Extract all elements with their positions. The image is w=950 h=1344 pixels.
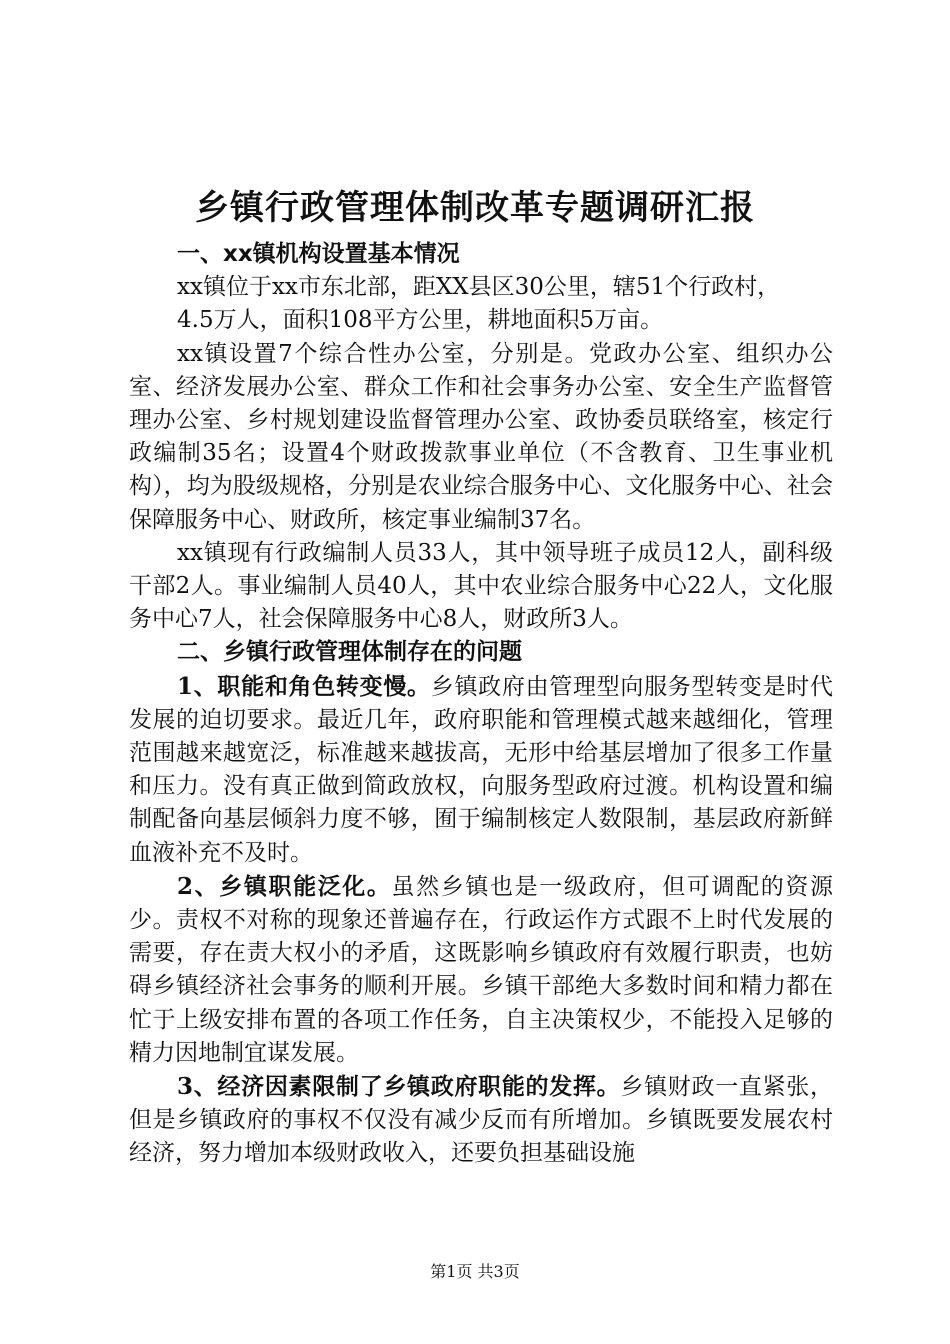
paragraph-population: 4.5万人，面积108平方公里，耕地面积5万亩。 — [177, 307, 664, 334]
problem-item-3-lead: 3、经济因素限制了乡镇政府职能的发挥。 — [177, 1073, 621, 1101]
problem-item-1-text: 乡镇政府由管理型向服务型转变是时代发展的迫切要求。最近几年，政府职能和管理模式越来越细化，管理范围越来越宽泛，标准越来越拔高，无形中给基层增加了很多工作量和压力。没有真正做到简政放权，向服务型政府过渡。机构设置和编制配备向基层倾斜力度不够，囿于编制核定人数限制，基层政府新鲜血液补充不及时。 — [129, 673, 833, 866]
document-body — [129, 238, 833, 1171]
problem-item-3-text: 乡镇财政一直紧张，但是乡镇政府的事权不仅没有减少反而有所增加。乡镇既要发展农村经济，努力增加本级财政收入，还要负担基础设施 — [129, 1074, 833, 1167]
paragraph-offices: xx镇设置7个综合性办公室，分别是。党政办公室、组织办公室、经济发展办公室、群众工作和社会事务办公室、安全生产监督管理办公室、乡村规划建设监督管理办公室、政协委员联络室，核定行政编制35名；设置4个财政拨款事业单位（不含教育、卫生事业机构），均为股级规格，分别是农业综合服务中心、文化服务中心、社会保障服务中心、财政所，核定事业编制37名。 — [129, 340, 833, 533]
section-heading-1: 一、xx镇机构设置基本情况 — [177, 241, 460, 267]
problem-item-2 — [129, 870, 833, 1070]
problem-item-1-lead: 1、职能和角色转变慢。 — [177, 672, 431, 700]
section-heading-2: 二、乡镇行政管理体制存在的问题 — [177, 639, 522, 666]
paragraph-staffing: xx镇现有行政编制人员33人，其中领导班子成员12人，副科级干部2人。事业编制人员40人，其中农业综合服务中心22人，文化服务中心7人，社会保障服务中心8人，财政所3人。 — [129, 539, 833, 633]
problem-item-3 — [129, 1070, 833, 1171]
page-number-footer: 第1页 共3页 — [430, 1262, 520, 1281]
problem-item-2-text: 虽然乡镇也是一级政府，但可调配的资源少。责权不对称的现象还普遍存在，行政运作方式跟不上时代发展的需要，存在责大权小的矛盾，这既影响乡镇政府有效履行职责，也妨碍乡镇经济社会事务的顺利开展。乡镇干部绝大多数时间和精力都在忙于上级安排布置的各项工作任务，自主决策权少，不能投入足够的精力因地制宜谋发展。 — [129, 873, 833, 1066]
problem-item-1 — [129, 670, 833, 870]
document-title: 乡镇行政管理体制改革专题调研汇报 — [195, 188, 755, 228]
paragraph-location: xx镇位于xx市东北部，距XX县区30公里，辖51个行政村， — [177, 274, 781, 301]
problem-item-2-lead: 2、乡镇职能泛化。 — [177, 872, 392, 900]
